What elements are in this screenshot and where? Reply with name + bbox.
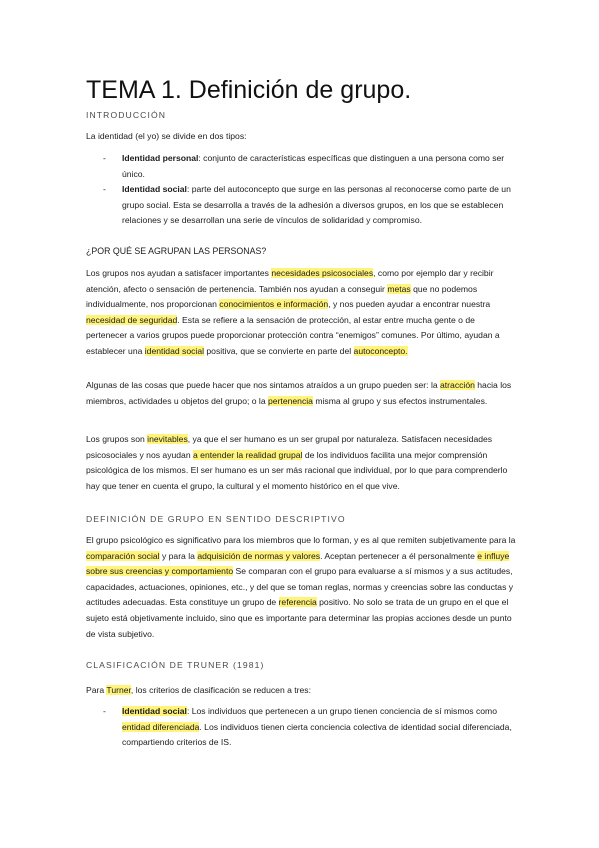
highlight: pertenencia — [268, 395, 313, 406]
highlight: e influye sobre sus creencias y comportamiento — [86, 550, 510, 577]
highlight: necesidades psicosociales — [271, 268, 374, 278]
list-item-term: Identidad personal — [122, 153, 199, 163]
list-item-text: : conjunto de características específicas que distinguen a una persona como ser único. — [122, 153, 505, 179]
text-run: , ya que el ser humano es un ser grupal por naturaleza. Satisfacen necesidades psicosociales y nos ayudan — [86, 434, 493, 460]
highlight: conocimientos e información — [219, 299, 329, 310]
paragraph-why-2 — [86, 378, 516, 409]
text-run: , y nos pueden ayudar a encontrar nuestra — [328, 299, 491, 310]
text-run: de los individuos facilita una mejor comprensión psicológica de los mismos. El ser humano es un ser más racional que individual, por lo que para comprenderlo hay que tener en cuenta el grupo, la cultural y el momento histórico en el que vive. — [86, 449, 508, 491]
text-run: . Aceptan pertenecer a él personalmente — [320, 550, 478, 561]
text-run: El grupo psicológico es significativo para los miembros que lo forman, y es al que remiten subjetivamente para la — [86, 535, 516, 545]
text-run: Para — [86, 685, 107, 695]
list-item-term: Identidad social — [122, 184, 187, 195]
section-heading-definition: DEFINICIÓN DE GRUPO EN SENTIDO DESCRIPTIVO — [86, 514, 346, 524]
dash-bullet: - — [103, 153, 106, 163]
list-item-text: : parte del autoconcepto que surge en las personas al reconocerse como parte de un grupo social. Esta se desarrolla a través de la adhesión a diversos grupos, en los que se establecen relaciones y se desarrollan una serie de vínculos de solidaridad y compromiso. — [122, 184, 511, 226]
text-run: . Esta se refiere a la sensación de protección, al estar entre mucha gente o de pertenecer a varios grupos puede proporcionar protección contra “enemigos” comunes. Por último, ayudan a establecer una — [86, 314, 500, 356]
list-item — [86, 151, 516, 182]
text-run: misma al grupo y sus efectos instrumentales. — [312, 395, 488, 406]
list-item-term: Identidad social — [122, 706, 187, 716]
text-run: , como por ejemplo dar y recibir atención, afecto o sensación de pertenencia. También nos ayudan a conseguir — [86, 268, 494, 294]
section-heading-intro: INTRODUCCIÓN — [86, 110, 167, 120]
turner-lead — [86, 682, 516, 698]
text-run: , los criterios de clasificación se reducen a tres: — [130, 685, 311, 695]
text-run: Los grupos nos ayudan a satisfacer importantes — [86, 268, 272, 278]
text-run: Los grupos son — [86, 434, 148, 444]
text-run: positiva, que se convierte en parte del — [204, 345, 354, 356]
highlight: metas — [387, 283, 411, 294]
highlight: entidad diferenciada — [122, 721, 200, 732]
page-title: TEMA 1. Definición de grupo. — [86, 76, 412, 104]
highlight: autoconcepto. — [353, 345, 408, 356]
highlight: comparación social — [86, 550, 160, 561]
dash-bullet: - — [103, 184, 106, 195]
list-item — [86, 182, 516, 229]
identity-list — [86, 151, 516, 229]
text-run: hacia los miembros, actividades u objetos del grupo; o la — [86, 380, 512, 406]
highlight: adquisición de normas y valores — [197, 550, 321, 561]
highlight: Turner — [106, 685, 131, 695]
text-run: Algunas de las cosas que puede hacer que nos sintamos atraídos a un grupo pueden ser: la — [86, 380, 441, 390]
paragraph-why-3 — [86, 432, 516, 494]
text-run: que no podemos individualmente, nos proporcionan — [86, 283, 478, 310]
text-run: Se comparan con el grupo para evaluarse a sí mismos y a sus actitudes, capacidades, actuaciones, opiniones, etc., y del que se toman reglas, normas y creencias sobre las conductas y actitudes adecuadas. Esta constituye un grupo de — [86, 566, 514, 608]
section-heading-turner: CLASIFICACIÓN DE TRUNER (1981) — [86, 660, 265, 670]
highlight: atracción — [440, 380, 475, 390]
highlight: referencia — [278, 597, 317, 608]
paragraph-why-1 — [86, 266, 516, 360]
text-run: positivo. No solo se trata de un grupo en el que el sujeto está objetivamente incluido, sino que es importante para determinar las propias acciones desde un punto de vista subjetivo. — [86, 597, 512, 639]
list-item — [86, 704, 516, 751]
section-heading-why: ¿POR QUÉ SE AGRUPAN LAS PERSONAS? — [86, 246, 267, 256]
highlight: identidad social — [144, 345, 205, 356]
text-run: y para la — [159, 550, 198, 561]
highlight: a entender la realidad grupal — [193, 449, 303, 460]
intro-lead: La identidad (el yo) se divide en dos tipos: — [86, 131, 247, 141]
list-item-text: . Los individuos tienen cierta conciencia colectiva de identidad social diferenciada, compartiendo criterios de IS. — [122, 721, 512, 748]
highlight: inevitables — [147, 434, 188, 444]
list-item-text: : Los individuos que pertenecen a un grupo tienen conciencia de sí mismos como — [186, 706, 497, 716]
highlight: necesidad de seguridad — [86, 314, 178, 325]
dash-bullet: - — [103, 706, 106, 716]
turner-list — [86, 704, 516, 751]
paragraph-definition — [86, 533, 516, 642]
